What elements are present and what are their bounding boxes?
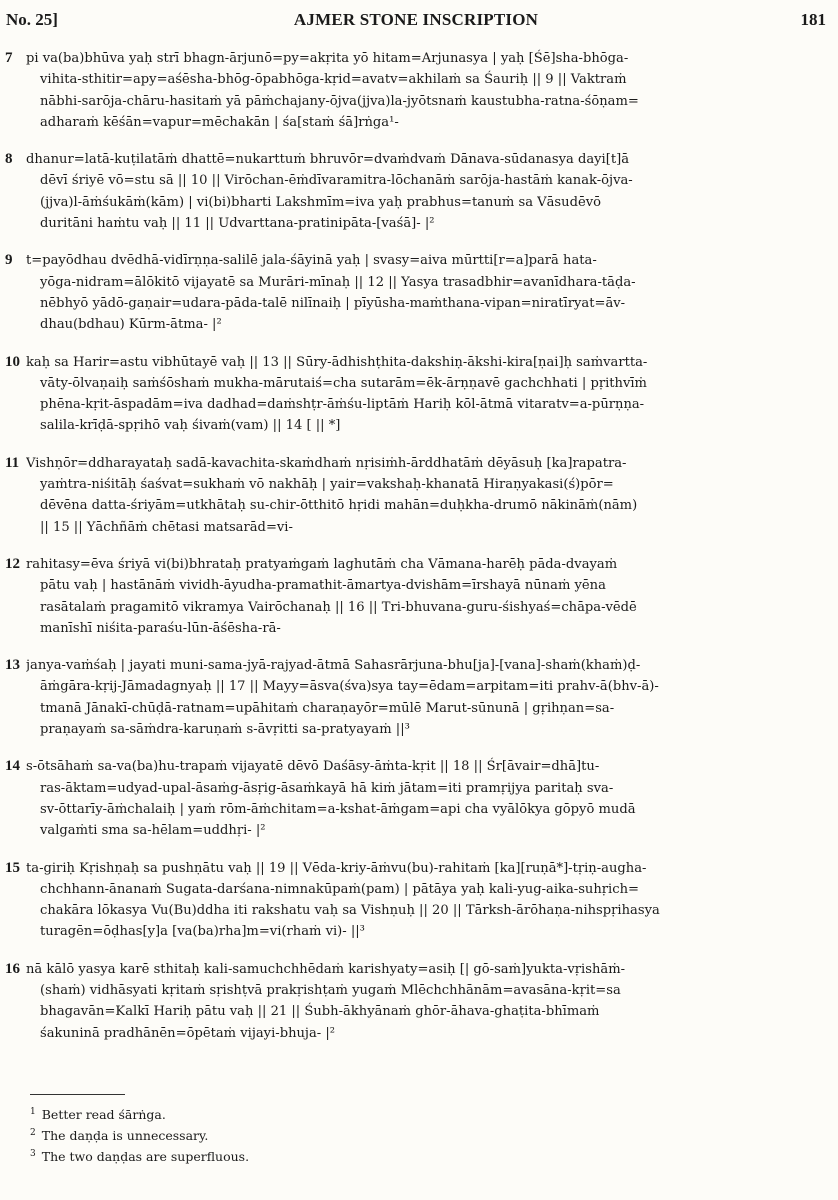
page-title: AJMER STONE INSCRIPTION <box>293 10 539 29</box>
verse-text-line: bhagavān=Kalkī Hariḥ pātu vaḥ || 21 || Śubh-ākhyānaṁ ghōr-āhava-ghaṭita-bhīmaṁ <box>40 1004 600 1020</box>
verse-block <box>0 858 838 943</box>
verse-block <box>0 149 838 234</box>
verse-line-number: 9 <box>5 252 13 269</box>
verse-text-line: turagēn=ōḍhas[y]a [va(ba)rha]m=vi(rhaṁ vi)- ||³ <box>40 924 365 940</box>
verse-text-line: pi va(ba)bhūva yaḥ strī bhagn-ārjunō=py=akṛita yō hitam=Arjunasya | yaḥ [Śē]sha-bhōga- <box>26 51 629 66</box>
footnote <box>30 1149 810 1164</box>
verse-line-number: 16 <box>5 960 20 977</box>
verse-line-number: 15 <box>5 859 20 876</box>
footnote-mark: 2 <box>30 1128 36 1139</box>
verse-text-line: nā kālō yasya karē sthitaḥ kali-samuchchhēdaṁ karishyaty=asiḥ [| gō-saṁ]yukta-vṛishāṁ- <box>26 961 626 977</box>
verse-text-line: ta-giriḥ Kṛishṇaḥ sa pushṇātu vaḥ || 19 || Vēda-kriy-āṁvu(bu)-rahitaṁ [ka][ruṇā*]-tṛiṇ-augha- <box>26 860 647 876</box>
footnote <box>30 1107 810 1122</box>
verse-block <box>0 48 838 133</box>
verse-text-line: phēna-kṛit-āspadām=iva dadhad=daṁshṭr-āṁśu-liptāṁ Hariḥ kōl-ātmā vitaratv=a-pūrṇṇa- <box>40 397 645 413</box>
footnote-text: The two daṇḍas are superfluous. <box>41 1149 250 1165</box>
footnote-text: The daṇḍa is unnecessary. <box>41 1128 209 1144</box>
page-header <box>6 10 826 32</box>
verse-text-line: pātu vaḥ | hastānāṁ vividh-āyudha-pramathit-āmartya-dvishām=īrshayā nūnaṁ yēna <box>40 578 606 594</box>
verse-text-line: || 15 || Yāchñāṁ chētasi matsarād=vi- <box>40 519 293 535</box>
footnote <box>30 1128 810 1143</box>
verse-line-number: 10 <box>5 353 20 370</box>
verse-line-number: 13 <box>5 657 20 674</box>
verse-text-line: vihita-sthitir=apy=aśēsha-bhōg-ōpabhōga-kṛid=avatv=akhilaṁ sa Śauriḥ || 9 || Vaktraṁ <box>40 72 627 88</box>
verse-text-line: (jjva)l-āṁśukāṁ(kām) | vi(bi)bharti Lakshmīm=iva yaḥ prabhus=tanuṁ sa Vāsudēvō <box>40 194 601 210</box>
verse-block <box>0 554 838 639</box>
verse-block <box>0 756 838 841</box>
issue-number: No. 25] <box>6 10 58 29</box>
verse-block <box>0 959 838 1044</box>
verse-line-number: 14 <box>5 758 20 775</box>
verse-text-line: yaṁtra-niśitāḥ śaśvat=sukhaṁ vō nakhāḥ | yair=vakshaḥ-khanatā Hiraṇyakasi(ś)pōr= <box>40 477 614 493</box>
verse-text-line: dhau(bdhau) Kūrm-ātma- |² <box>40 317 222 333</box>
verse-line-number: 12 <box>5 555 20 572</box>
verse-text-line: dēvī śriyē vō=stu sā || 10 || Virōchan-ēṁdīvaramitra-lōchanāṁ sarōja-hastāṁ kanak-ōjva- <box>40 173 633 189</box>
verse-text-line: manīshī niśita-paraśu-lūn-āśēsha-rā- <box>40 620 281 636</box>
footnote-mark: 3 <box>30 1149 36 1160</box>
verse-text-line: sv-ōttarīy-āṁchalaiḥ | yaṁ rōm-āṁchitam=a-kshat-āṁgam=api cha vyālōkya gōpyō mudā <box>40 801 636 817</box>
verse-text-line: śakuninā pradhānēn=ōpētaṁ vijayi-bhuja- |² <box>40 1025 336 1041</box>
verse-text-line: yōga-nidram=ālōkitō vijayatē sa Murāri-mīnaḥ || 12 || Yasya trasadbhir=avanīdhara-tāḍa- <box>40 274 636 290</box>
verse-block <box>0 453 838 538</box>
verse-text-line: janya-vaṁśaḥ | jayati muni-sama-jyā-rajyad-ātmā Sahasrārjuna-bhu[ja]-[vana]-shaṁ(khaṁ)ḍ- <box>26 658 641 674</box>
verse-text-line: nēbhyō yādō-gaṇair=udara-pāda-talē nilīnaiḥ | pīyūsha-maṁthana-vipan=niratīryat=āv- <box>40 295 626 311</box>
verse-text-line: s-ōtsāhaṁ sa-va(ba)hu-trapaṁ vijayatē dēvō Daśāsy-āṁta-kṛit || 18 || Śr[āvair=dhā]tu- <box>26 759 600 775</box>
verse-text-line: rahitasy=ēva śriyā vi(bi)bhrataḥ pratyaṁgaṁ laghutāṁ cha Vāmana-harēḥ pāda-dvayaṁ <box>26 556 618 572</box>
verse-text-line: Vishṇōr=ddharayataḥ sadā-kavachita-skaṁdhaṁ nṛisiṁh-ārddhatāṁ dēyāsuḥ [ka]rapatra- <box>26 455 627 471</box>
footnote-text: Better read śārṅga. <box>41 1107 166 1123</box>
verse-line-number: 11 <box>5 454 20 471</box>
inscription-text <box>0 48 838 1060</box>
verse-text-line: rasātalaṁ pragamitō vikramya Vairōchanaḥ || 16 || Tri-bhuvana-guru-śishyaś=chāpa-vēdē <box>40 599 637 615</box>
verse-text-line: duritāni haṁtu vaḥ || 11 || Udvarttana-pratinipāta-[vaśā]- |² <box>40 216 435 232</box>
verse-text-line: chakāra lōkasya Vu(Bu)ddha iti rakshatu vaḥ sa Vishṇuḥ || 20 || Tārksh-ārōhaṇa-nihspṛihasya <box>40 903 660 919</box>
page-number: 181 <box>800 10 826 29</box>
verse-text-line: nābhi-sarōja-chāru-hasitaṁ yā pāṁchajany-ōjva(jjva)la-jyōtsnaṁ kaustubha-ratna-śōṇam= <box>40 93 639 109</box>
verse-text-line: t=payōdhau dvēdhā-vidīrṇṇa-salilē jala-śāyinā yaḥ | svasy=aiva mūrtti[r=a]parā hata- <box>26 253 597 269</box>
verse-text-line: adharaṁ kēśān=vapur=mēchakān | śa[staṁ śā]rṅga¹- <box>40 114 399 130</box>
footnote-rule <box>30 1094 125 1095</box>
verse-block <box>0 250 838 335</box>
verse-text-line: chchhann-ānanaṁ Sugata-darśana-nimnakūpaṁ(pam) | pātāya yaḥ kali-yug-aika-suhṛich= <box>40 881 639 897</box>
verse-text-line: praṇayaṁ sa-sāṁdra-karuṇaṁ s-āvṛitti sa-pratyayaṁ ||³ <box>40 722 410 738</box>
verse-text-line: vāty-ōlvaṇaiḥ saṁśōshaṁ mukha-mārutaiś=cha sutarām=ēk-ārṇṇavē gachchhati | pṛithvīṁ <box>40 375 647 391</box>
verse-text-line: salila-krīḍā-spṛihō vaḥ śivaṁ(vam) || 14 [ || *] <box>40 418 341 434</box>
verse-text-line: dhanur=latā-kuṭilatāṁ dhattē=nukarttuṁ bhruvōr=dvaṁdvaṁ Dānava-sūdanasya dayi[t]ā <box>26 152 630 168</box>
verse-line-number: 7 <box>5 50 13 66</box>
verse-line-number: 8 <box>5 151 13 168</box>
verse-text-line: (shaṁ) vidhāsyati kṛitaṁ sṛishṭvā prakṛishṭaṁ yugaṁ Mlēchchhānām=avasāna-kṛit=sa <box>40 982 621 998</box>
verse-block <box>0 655 838 740</box>
verse-text-line: kaḥ sa Harir=astu vibhūtayē vaḥ || 13 || Sūry-ādhishṭhita-dakshiṇ-ākshi-kira[ṇai]ḥ saṁvartta- <box>26 354 648 370</box>
footnote-mark: 1 <box>30 1107 36 1117</box>
verse-block <box>0 352 838 437</box>
verse-text-line: tmanā Jānakī-chūḍā-ratnam=upāhitaṁ charaṇayōr=mūlē Marut-sūnunā | gṛihṇan=sa- <box>40 700 615 716</box>
verse-text-line: valgaṁti sma sa-hēlam=uddhṛi- |² <box>40 823 266 839</box>
verse-text-line: dēvēna datta-śriyām=utkhātaḥ su-chir-ōtthitō hṛidi mahān=duḥkha-drumō nākināṁ(nām) <box>40 498 638 514</box>
verse-text-line: āṁgāra-kṛij-Jāmadagnyaḥ || 17 || Mayy=āsva(śva)sya tay=ēdam=arpitam=iti prahv-ā(bhv-ā)- <box>40 679 659 695</box>
footnotes <box>30 1094 810 1170</box>
verse-text-line: ras-āktam=udyad-upal-āsaṁg-āsṛig-āsaṁkayā hā kiṁ jātam=iti pramṛijya paritaḥ sva- <box>40 780 614 796</box>
